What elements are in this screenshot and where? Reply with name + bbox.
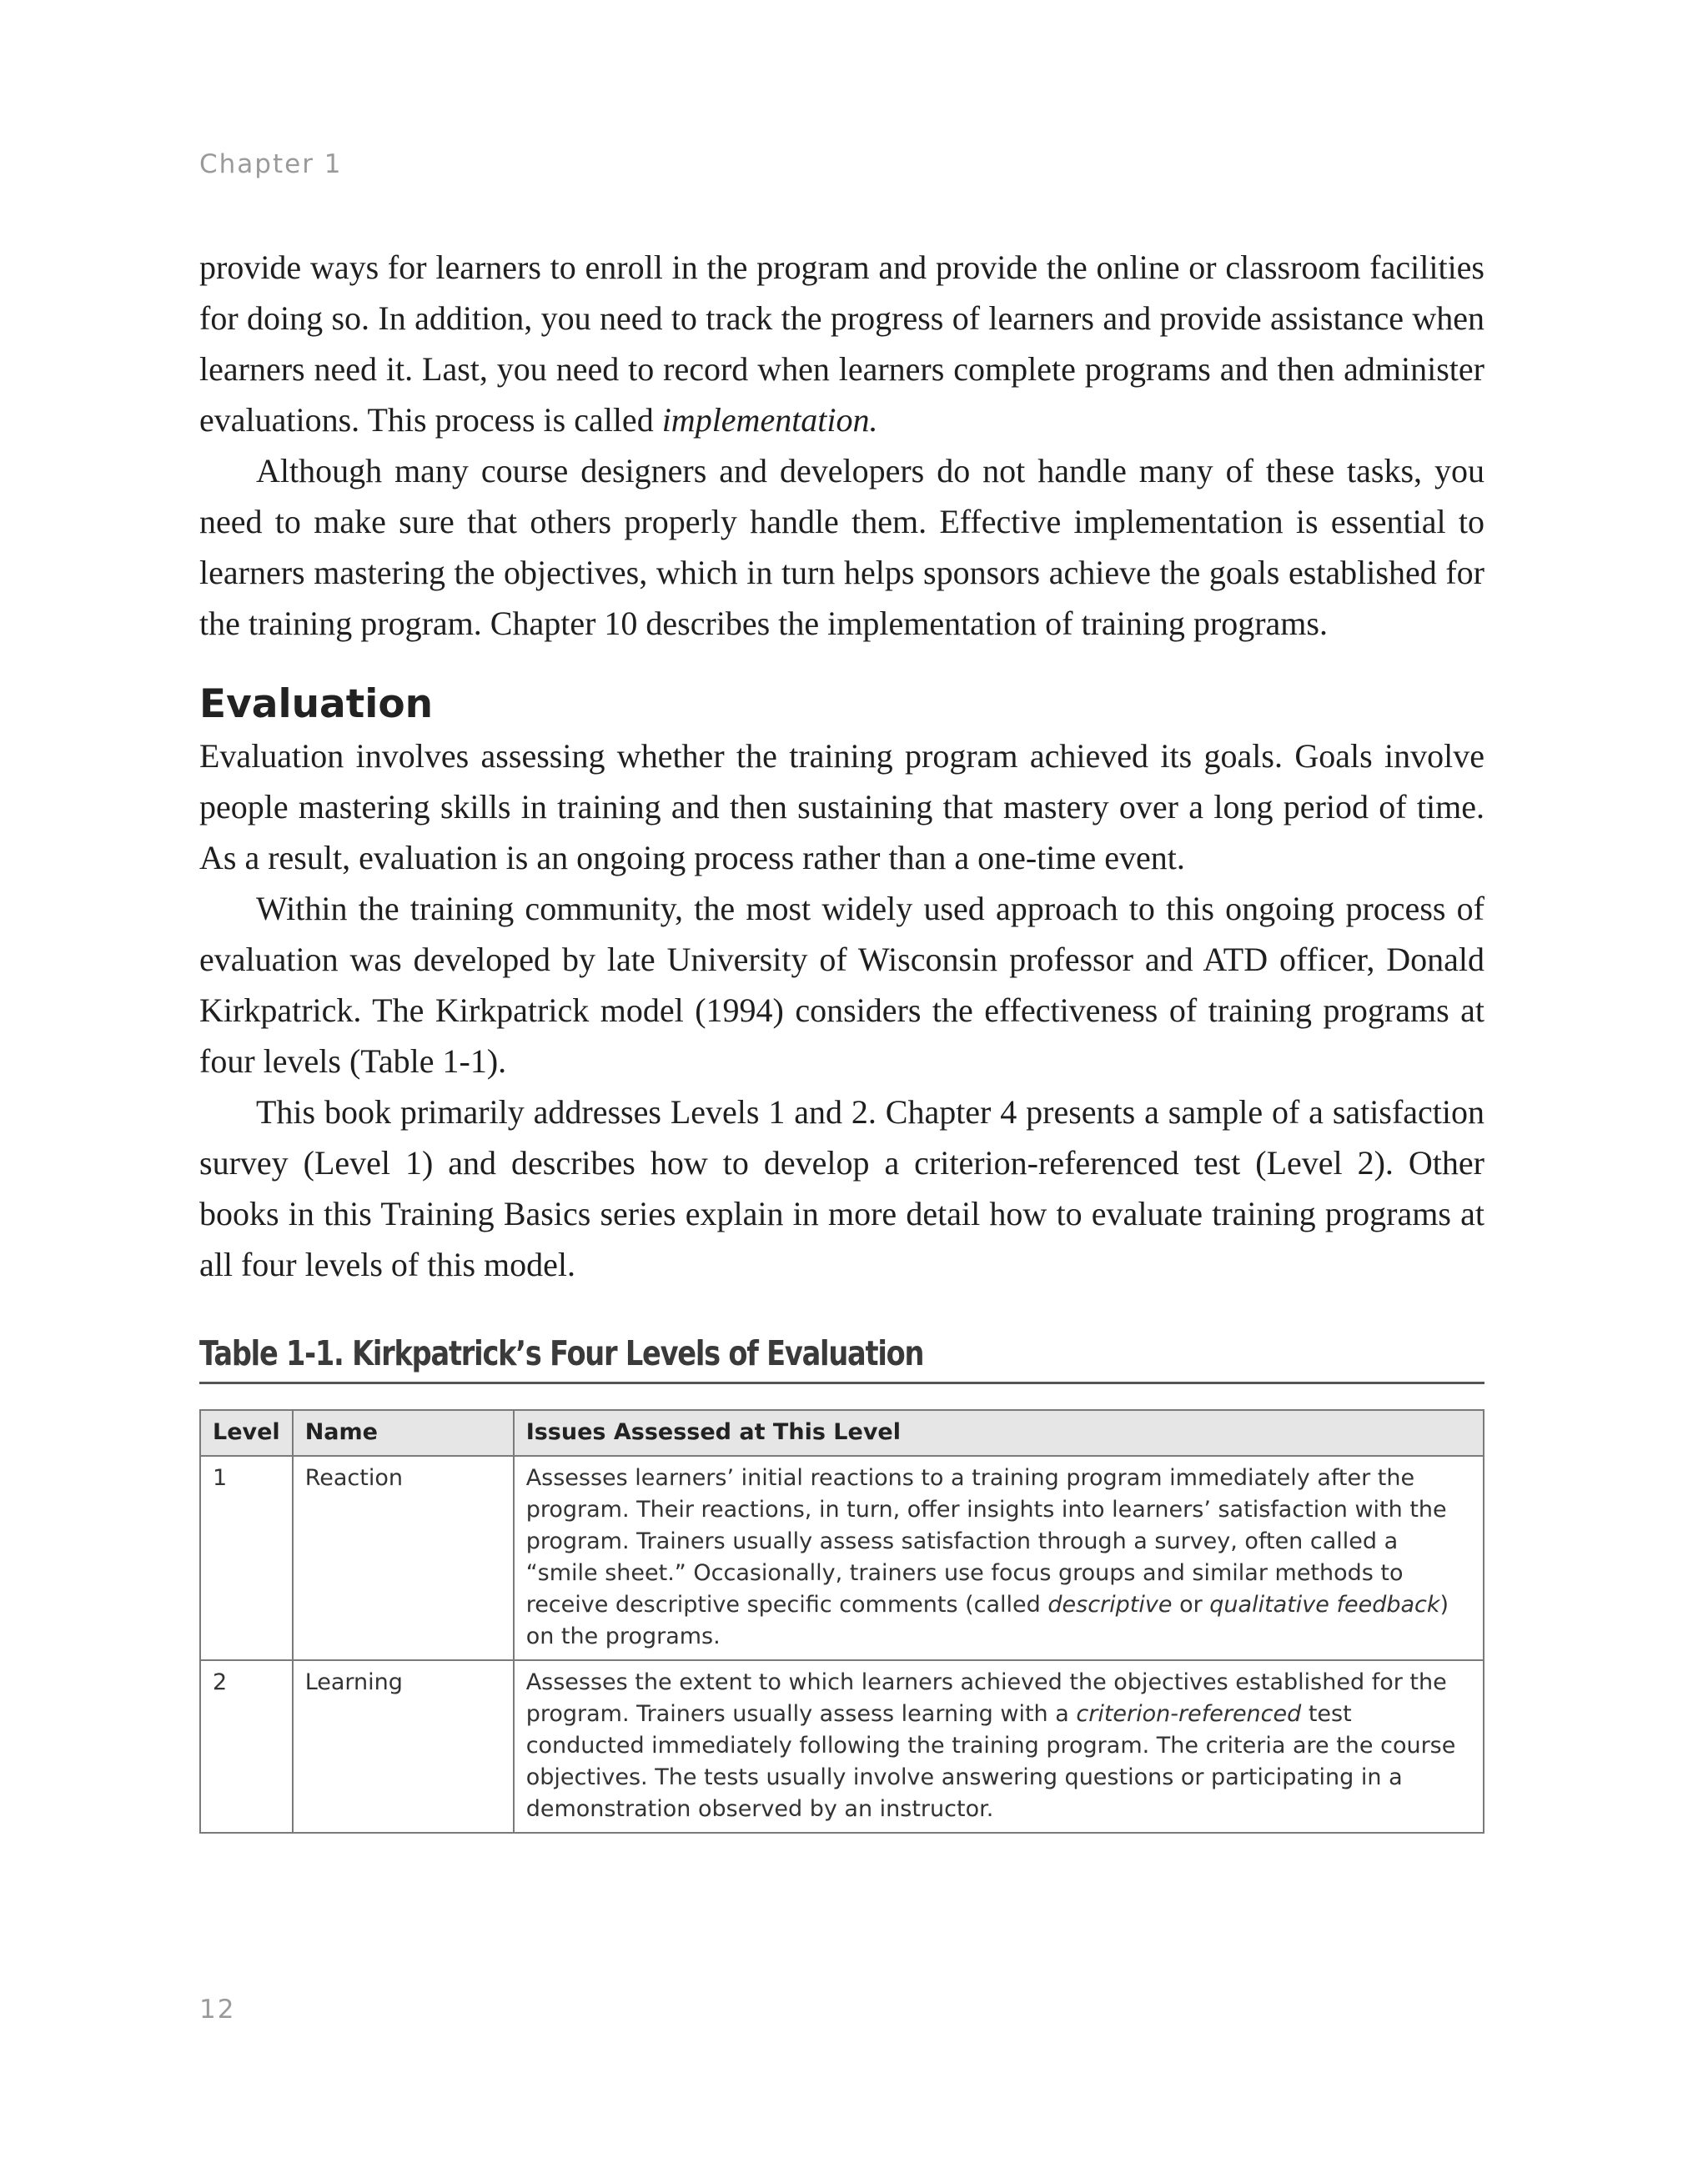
- issues-text: or: [1172, 1592, 1210, 1618]
- kirkpatrick-table: [199, 1409, 1484, 1834]
- paragraph-implementation-tasks: Although many course designers and developers do not handle many of these tasks, you need to make sure that others properly handle them. Effective implementation is essential to learners mastering the objectives, which in turn helps sponsors achieve the goals established for the training program. Chapter 10 describes the implementation of training programs.: [199, 452, 1484, 642]
- running-head: Chapter 1: [199, 149, 343, 179]
- page-number: 12: [199, 1995, 236, 2025]
- issues-text: Assesses learners’ initial reactions to a training program immediately after the program. Their reactions, in turn, offer insights into learners’ satisfaction with the program. Trainers usually assess satisfaction through a survey, often called a “smile sheet.” Occasionally, trainers use focus groups and similar methods to receive descriptive specific comments (called: [525, 1465, 1447, 1618]
- header-issues: Issues Assessed at This Level: [514, 1410, 1484, 1456]
- paragraph-implementation: [199, 242, 1484, 445]
- issues-text: test conducted immediately following the training program. The criteria are the course objectives. The tests usually involve answering questions or participating in a demonstration observed by an instructor.: [525, 1701, 1456, 1822]
- cell-issues: [514, 1456, 1484, 1660]
- issues-emphasis: descriptive: [1047, 1592, 1173, 1618]
- paragraph-evaluation-intro: Evaluation involves assessing whether the training program achieved its goals. Goals involve people mastering skills in training and then sustaining that mastery over a long period of time. As a result, evaluation is an ongoing process rather than a one-time event.: [199, 737, 1484, 876]
- table-title-rule: [199, 1382, 1484, 1384]
- section-heading-evaluation: Evaluation: [199, 681, 434, 727]
- paragraph-text: provide ways for learners to enroll in the program and provide the online or classroom facilities for doing so. In addition, you need to track the progress of learners and provide assistance when learners need it. Last, you need to record when learners complete programs and then administer evaluations. This process is called: [199, 248, 1484, 439]
- cell-issues: [514, 1660, 1484, 1833]
- issues-text: ) on the programs.: [525, 1592, 1449, 1649]
- issues-emphasis: criterion-referenced: [1076, 1701, 1302, 1727]
- paragraph-kirkpatrick: Within the training community, the most widely used approach to this ongoing process of evaluation was developed by late University of Wisconsin professor and ATD officer, Donald Kirkpatrick. The Kirkpatrick model (1994) considers the effectiveness of training programs at four levels (Table 1-1).: [199, 890, 1484, 1080]
- cell-name: Learning: [293, 1660, 514, 1833]
- table-row: [200, 1456, 1484, 1660]
- table-title: Table 1-1. Kirkpatrick’s Four Levels of Evaluation: [199, 1333, 924, 1373]
- cell-level: 2: [200, 1660, 293, 1833]
- issues-text: Assesses the extent to which learners achieved the objectives established for the program. Trainers usually assess learning with a: [525, 1669, 1447, 1727]
- table-row: [200, 1660, 1484, 1833]
- issues-emphasis: qualitative feedback: [1209, 1592, 1440, 1618]
- emphasis-implementation: implementation.: [661, 401, 878, 439]
- page-content: [199, 242, 1484, 1834]
- table-header-row: [200, 1410, 1484, 1456]
- paragraph-book-scope: This book primarily addresses Levels 1 and 2. Chapter 4 presents a sample of a satisfaction survey (Level 1) and describes how to develop a criterion-referenced test (Level 2). Other books in this Training Basics series explain in more detail how to evaluate training programs at all four levels of this model.: [199, 1093, 1484, 1283]
- header-name: Name: [293, 1410, 514, 1456]
- cell-level: 1: [200, 1456, 293, 1660]
- cell-name: Reaction: [293, 1456, 514, 1660]
- header-level: Level: [200, 1410, 293, 1456]
